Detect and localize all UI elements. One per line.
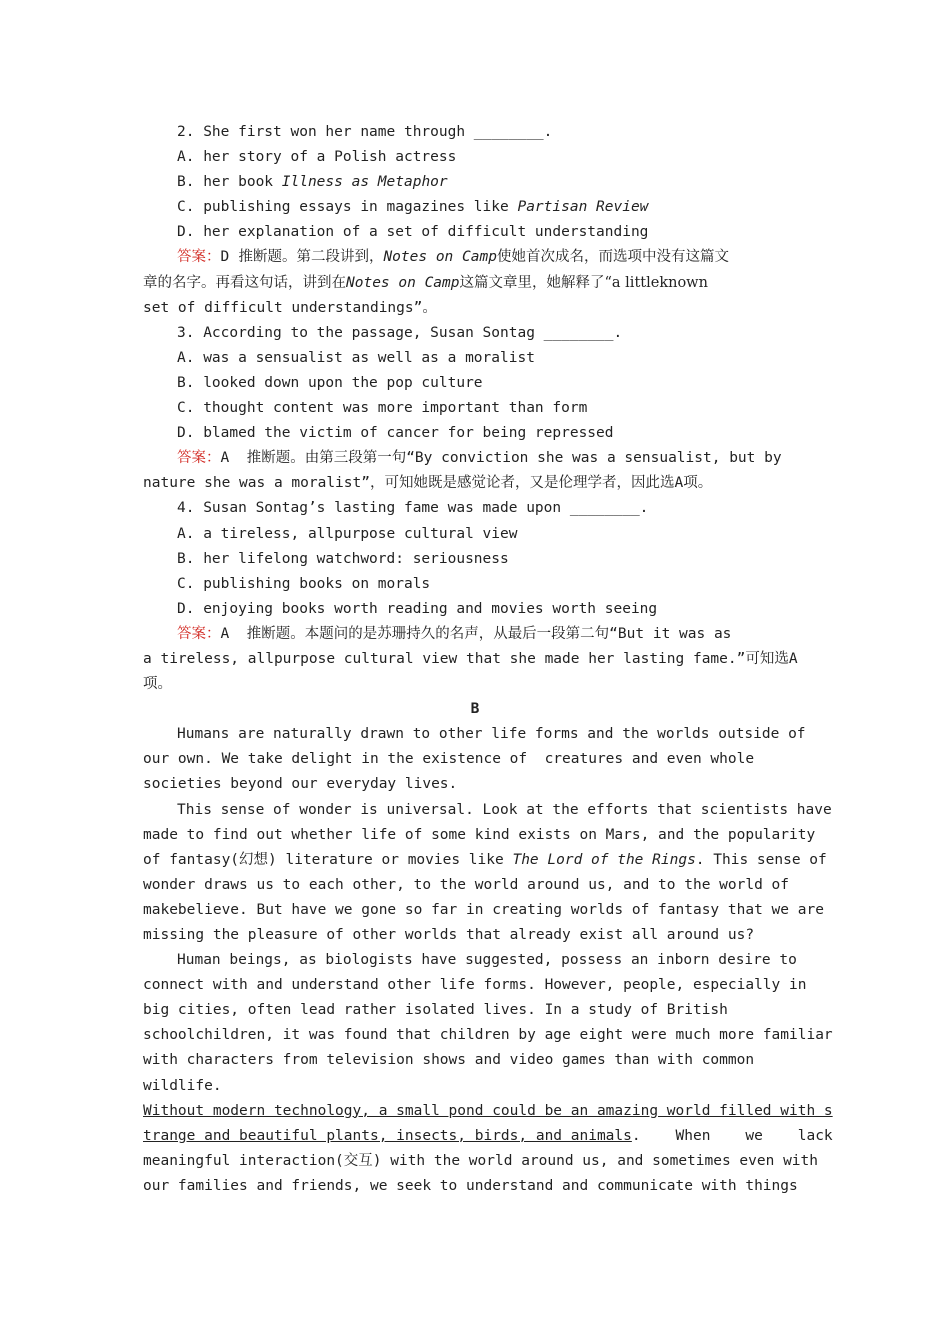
paragraph-text: . This sense of xyxy=(695,851,827,868)
question-3-answer xyxy=(143,446,807,471)
question-4-option-d: D. enjoying books worth reading and movies worth seeing xyxy=(177,600,658,617)
paragraph-2-line: wonder draws us to each other, to the world around us, and to the world of xyxy=(143,876,790,893)
question-2-option-b xyxy=(143,170,807,195)
paragraph-1-line: Humans are naturally drawn to other life forms and the worlds outside of xyxy=(177,726,806,743)
magazine-title: Partisan Review xyxy=(517,199,649,216)
question-2-answer xyxy=(143,245,807,270)
question-3-stem: 3. According to the passage, Susan Sontag ________. xyxy=(177,324,623,341)
question-3-explanation-line: nature she was a moralist”，可知她既是感觉论者，又是伦理学者，因此选A项。 xyxy=(143,475,713,492)
paragraph-3-line: wildlife. xyxy=(143,1077,222,1094)
paragraph-3-line: Human beings, as biologists have suggested, possess an inborn desire to xyxy=(177,952,797,969)
option-text: C. publishing essays in magazines like xyxy=(177,199,518,216)
question-4-answer xyxy=(143,622,807,647)
question-4-option-a: A. a tireless, allpurpose cultural view xyxy=(177,525,518,542)
answer-label: 答案： xyxy=(177,450,221,467)
question-3-option-c: C. thought content was more important than form xyxy=(177,400,588,417)
paragraph-2-line: missing the pleasure of other worlds that already exist all around us? xyxy=(143,927,755,943)
question-4-option-b: B. her lifelong watchword: seriousness xyxy=(177,550,509,567)
answer-explanation: A 推断题。由第三段第一句“By conviction she was a sensualist, but by xyxy=(220,450,782,467)
answer-explanation: A 推断题。本题问的是苏珊持久的名声，从最后一段第二句“But it was as xyxy=(220,625,732,642)
answer-explanation: 章的名字。再看这句话，讲到在 xyxy=(143,274,346,291)
section-heading: B xyxy=(470,701,480,718)
paragraph-text: of fantasy(幻想) literature or movies like xyxy=(143,851,513,868)
question-4-stem: 4. Susan Sontag’s lasting fame was made upon ________. xyxy=(177,500,649,517)
work-title: Notes on Camp xyxy=(346,274,460,291)
answer-label: 答案： xyxy=(177,249,221,266)
underlined-sentence: Without modern technology, a small pond could be an amazing world filled with s xyxy=(143,1102,833,1119)
paragraph-2-line: makebelieve. But have we gone so far in creating worlds of fantasy that we are xyxy=(143,901,824,918)
work-title: Notes on Camp xyxy=(383,249,497,266)
paragraph-1-line: our own. We take delight in the existence of creatures and even whole xyxy=(143,751,755,768)
movie-title: The Lord of the Rings xyxy=(512,851,696,868)
paragraph-3-line: schoolchildren, it was found that children by age eight were much more familiar xyxy=(143,1027,833,1044)
question-3-option-b: B. looked down upon the pop culture xyxy=(177,374,483,391)
question-2-option-a: A. her story of a Polish actress xyxy=(177,149,457,166)
question-3-option-a: A. was a sensualist as well as a moralist xyxy=(177,349,535,366)
document-page xyxy=(143,120,833,1199)
answer-explanation: 推断题。第二段讲到， xyxy=(229,249,384,266)
question-4-explanation-line: a tireless, allpurpose cultural view that she made her lasting fame.”可知选A xyxy=(143,650,798,667)
paragraph-4-line xyxy=(143,1124,833,1149)
question-4-explanation-line: 项。 xyxy=(143,676,172,693)
option-text: B. her book xyxy=(177,174,282,191)
question-2-stem: 2. She first won her name through ________. xyxy=(177,124,553,140)
book-title: Illness as Metaphor xyxy=(281,174,448,191)
paragraph-3-line: big cities, often lead rather isolated lives. In a study of British xyxy=(143,1002,728,1019)
paragraph-4-line: our families and friends, we seek to understand and communicate with things xyxy=(143,1177,798,1194)
paragraph-3-line: connect with and understand other life forms. However, people, especially in xyxy=(143,977,807,994)
paragraph-1-line: societies beyond our everyday lives. xyxy=(143,776,458,793)
question-3-option-d: D. blamed the victim of cancer for being repressed xyxy=(177,425,614,442)
paragraph-3-line: with characters from television shows and video games than with common xyxy=(143,1052,755,1069)
answer-label: 答案： xyxy=(177,625,221,642)
answer-explanation: 这篇文章里，她解释了“a littleknown xyxy=(459,274,708,291)
question-2-explanation-line xyxy=(143,271,807,296)
answer-letter: D xyxy=(220,249,230,266)
underlined-sentence: trange and beautiful plants, insects, birds, and animals xyxy=(143,1127,632,1144)
paragraph-4-line: meaningful interaction(交互) with the world around us, and sometimes even with xyxy=(143,1152,819,1169)
question-2-option-c xyxy=(143,195,807,220)
question-2-option-d: D. her explanation of a set of difficult understanding xyxy=(177,224,649,241)
paragraph-2-line: made to find out whether life of some kind exists on Mars, and the popularity xyxy=(143,826,816,843)
paragraph-2-line xyxy=(143,848,827,873)
question-2-explanation-line: set of difficult understandings”。 xyxy=(143,299,437,316)
question-4-option-c: C. publishing books on morals xyxy=(177,575,431,592)
paragraph-2-line: This sense of wonder is universal. Look at the efforts that scientists have xyxy=(177,801,832,818)
paragraph-text: . When we lack xyxy=(631,1127,833,1144)
answer-explanation: 使她首次成名，而选项中没有这篇文 xyxy=(496,249,729,266)
